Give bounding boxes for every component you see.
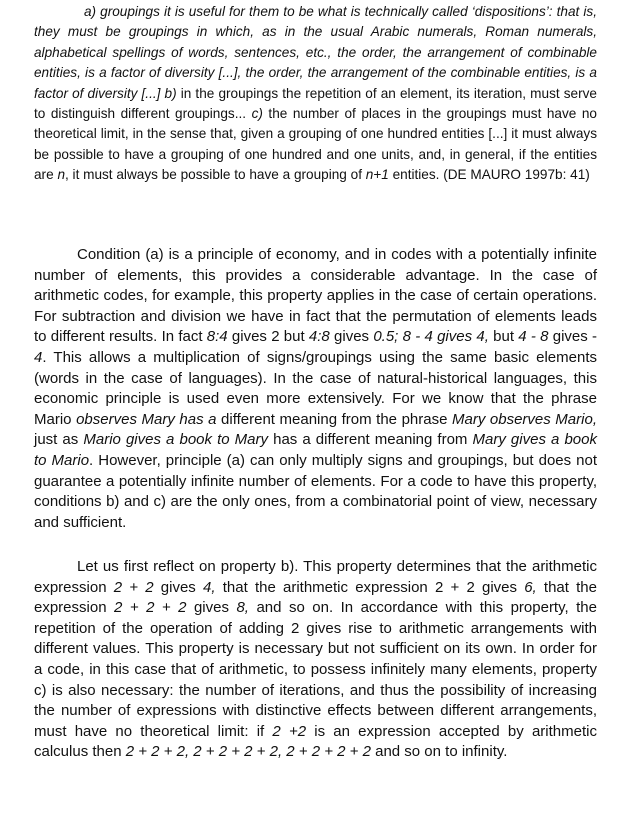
paragraph-text: has a different meaning from [268,431,473,449]
paragraph-text: observes Mary has a [76,410,217,428]
quote-citation: entities. (DE MAURO 1997b: 41) [388,167,590,183]
paragraph-text: but [488,328,519,346]
paragraph-text: Mario gives a book to Mary [83,431,269,449]
quote-text: b) [164,85,177,101]
paragraph-text: 0.5; 8 - 4 gives 4, [373,328,489,346]
paragraph-text: 2 + 2 + 2, 2 + 2 + 2 + 2, 2 + 2 + 2 + 2 [125,743,371,761]
quote-text: a) groupings it is useful for them to be what is technically called ‘dispositions’: that is, they must be groupings in which, as in the usual Arabic numerals, Roman numerals, alphabetical spellings of words, sentences, etc., the order, the arrangement of combinable entities, is a factor of diversity [...], the order, the arrangement of the combinable entities, is a factor of diversity [...] [34,4,597,101]
paragraph-text: and so on. In accordance with this property, the repetition of the operation of adding 2 gives rise to arithmetic arrangements with different values. This property is necessary but not sufficient on its own. In order for a code, in this case that of arithmetic, to possess infinitely many elements, property c) is also necessary: the number of iterations, and thus the possibility of increasing the number of expressions with distinctive effects between different arrangements, must have no theoretical limit: if [34,599,597,740]
paragraph-text: . This allows a multiplication of signs/groupings using the same basic elements (words in the case of languages). In the case of natural-historical languages, this economic principle is used even more extensively. For we know that the phrase Mario [34,348,597,428]
paragraph-property-b [34,557,597,763]
paragraph-text: 6, [524,578,537,596]
paragraph-text: Let us first reflect on property b). This property determines that the arithmetic expression [34,558,597,596]
paragraph-text: . However, principle (a) can only multiply signs and groupings, but does not guarantee a potentially infinite number of elements. For a code to have this property, conditions b) and c) are the only ones, from a combinatorial point of view, necessary and sufficient. [34,451,597,531]
paragraph-text: 4, [203,578,216,596]
paragraph-condition-a [34,245,597,533]
block-quote [34,2,597,186]
paragraph-text: 2 + 2 [113,578,154,596]
quote-text: c) [251,106,263,122]
paragraph-text: that the arithmetic expression 2 + 2 gives [215,578,525,596]
paragraph-text: just as [34,431,84,449]
paragraph-text: 8, [236,599,249,617]
quote-text: the number of places in the groupings must have no theoretical limit, in the sense that, given a grouping of one hundred entities [...] it must always be possible to have a grouping of one hundred and one units, and, in general, if the entities are [34,106,597,183]
paragraph-text: Mary gives a book to Mario [34,431,597,469]
paragraph-text: and so on to infinity. [370,743,508,761]
paragraph-text: that the expression [34,578,597,617]
paragraph-text: gives [153,578,204,596]
quote-text: in the groupings the repetition of an element, its iteration, must serve to distinguish different groupings... [34,85,597,122]
paragraph-text: gives [186,599,237,617]
paragraph-text: 2 +2 [272,722,307,740]
quote-text: n+1 [365,167,389,183]
paragraph-text: 4:8 [308,328,330,346]
paragraph-text: gives - [548,328,598,346]
paragraph-text: gives [329,328,374,346]
paragraph-text: is an expression accepted by arithmetic calculus then [34,722,597,761]
paragraph-text: Mary observes Mario, [452,410,597,428]
paragraph-text: gives 2 but [227,328,309,346]
paragraph-text: 8:4 [206,328,228,346]
paragraph-text: Condition (a) is a principle of economy, and in codes with a potentially infinite number of elements, this provides a considerable advantage. In the case of arithmetic codes, for example, this property applies in the case of certain operations. For subtraction and division we have in fact that the permutation of elements leads to different results. In fact [34,246,597,346]
quote-text: , it must always be possible to have a grouping of [65,167,366,183]
paragraph-text: 2 + 2 + 2 [114,599,187,617]
paragraph-text: different meaning from the phrase [216,410,452,428]
paragraph-text: 4 [34,348,43,366]
quote-text: n [57,167,65,183]
paragraph-text: 4 - 8 [518,328,549,346]
